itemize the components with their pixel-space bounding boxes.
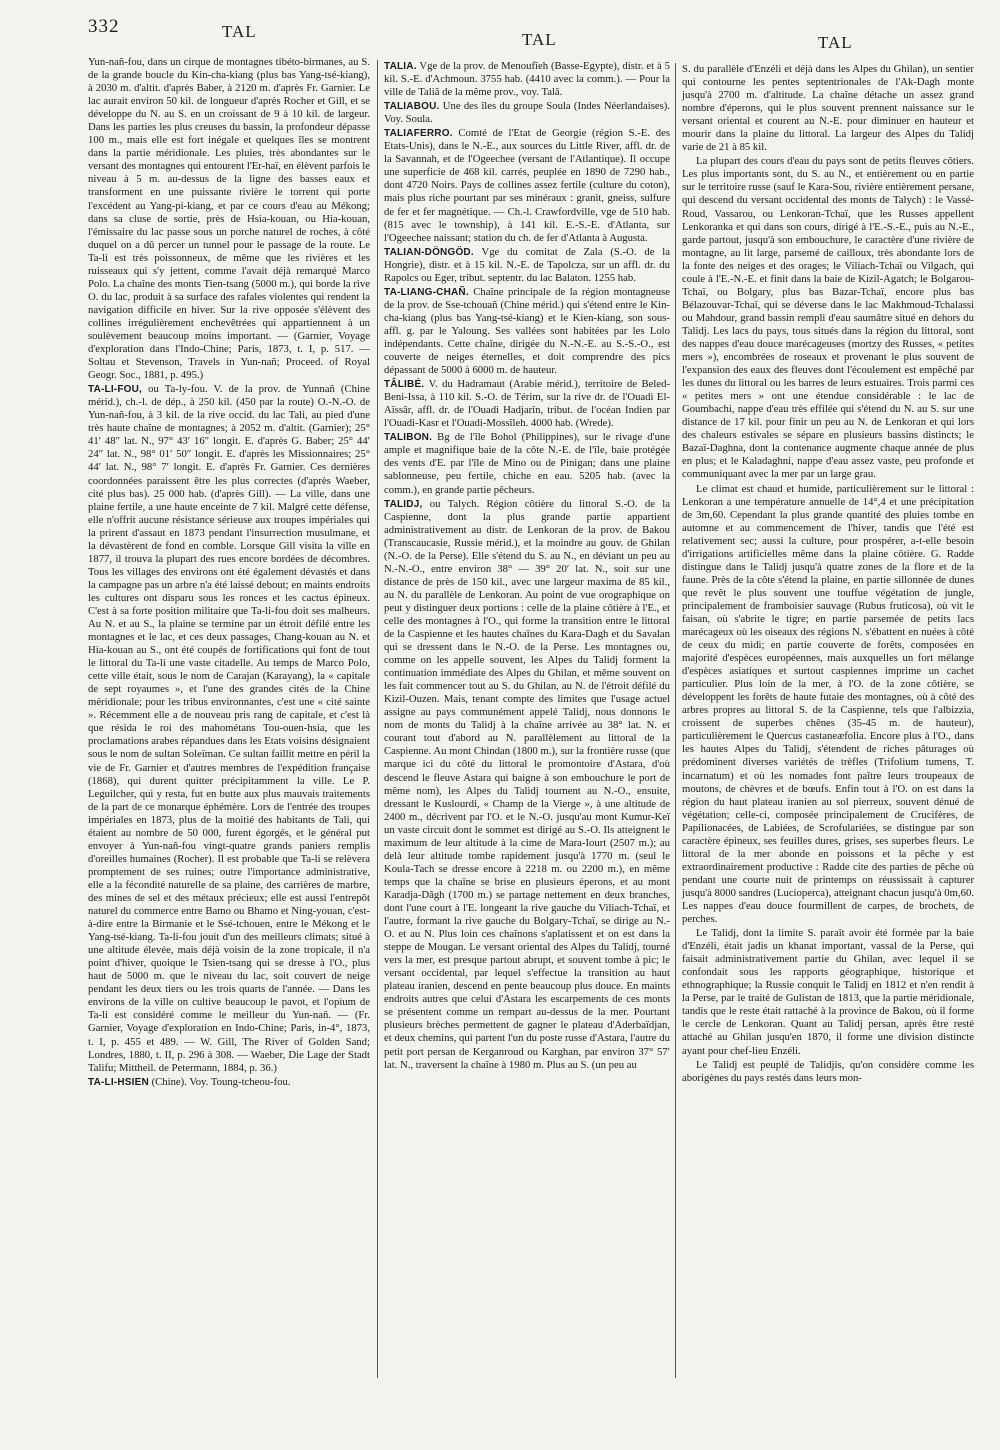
headword: TALIABOU. [384,101,440,113]
article-text: Yun-nañ-fou, dans un cirque de montagnes tibéto-birmanes, au S. de la grande boucle du Kin-cha-kiang (plus bas Yang-tsé-kiang), à 2030 m. d'altit. d'après Baber, à 2120 m. d'après Fr. Garnier. Le lac aurait environ 50 kil. de longueur d'après Rocher et Gill, et se développe du N. au S. en un croissant de 9 à 10 kil. de largeur. Dans les parties les plus creuses du bassin, la profondeur dépasse 100 m., mais elle est fort inégale et quelques îles se montrent dans la partie méridionale. Les pluies, très abondantes sur le versant des montagnes qui entourent l'Er-haï, en élèvent parfois le niveau à 5 m. au-dessus de la ligne des basses eaux et transforment en une puissante rivière le torrent qui porte l'excédent au Yang-pi-kiang, et par ce cours d'eau au Mékong; dans sa cluse de sortie, près de Hsia-kouan, ou Hia-kouan, l'émissaire du lac passe sous un porche naturel de roches, à côté duquel on a dû percer un tunnel pour le passage de la route. Le Ta-li est très poissonneux, de même que les rivières et les ruisseaux qui s'y jettent, comme l'avait déjà remarqué Marco Polo. La chaîne des monts Tien-tsang (5000 m.), qui borde la rive O. du lac, produit à sa surface des rafales violentes qui rendent la navigation difficile en hiver. Sur la rive opposée s'élèvent des collines irrégulièrement enchevêtrées qui appartiennent à un soulèvement beaucoup moins important. — (Garnier, Voyage d'exploration dans l'Indo-Chine; Paris, 1873, t. I, p. 517. — Soltau et Stevenson, Travels in Yun-nañ; Proceed. of Royal Geogr. Soc., 1881, p. 495.) [88,56,370,382]
column-right [682,63,974,1086]
article-text: Le climat est chaud et humide, particulièrement sur le littoral : Lenkoran a une température annuelle de 14°,4 et une précipitation de 3m,60. Cependant la plus grande quantité des pluies tombe en automne et au commencement de l'hiver, tandis que l'été est relativement sec; aussi la culture, pour prospérer, a-t-elle besoin d'irrigations artificielles même dans la plaine côtière. G. Radde distingue dans le Talidj jusqu'à quatre zones de la flore et de la faune. Près de la côte s'étend la plaine, en partie sillonnée de dunes que revêt le plus souvent une touffue végétation de jungle, principalement de framboisier sauvage (Rubus fruticosa), où vit le faisan, où s'abrite le tigre; en partie parsemée de petits lacs marécageux où les oiseaux des régions N. s'ébattent en nuées à côté de ceux du midi; en partie couverte de forêts, composées en majorité d'espèces européennes, mais auxquelles un fort mélange d'espèces asiatiques et surtout caspiennes imprime un cachet particulier. Plus loin de la mer, à l'O. de la zone côtière, se développent les forêts de haute futaie des montagnes, où à côté des arbres propres au littoral S. de la Caspienne, tels que l'albizzia, croissent de superbes chênes (35-45 m. de hauteur), particulièrement le Quercus castaneæfolia. Encore plus à l'O., dans les hautes Alpes du Talidj, s'étendent de riches pâturages où prédominent diverses variétés de trèfles (Trifolium tumens, T. incarnatum) et où les nomades font paître leurs troupeaux de moutons, de chèvres et de bœufs. Enfin tout à l'O. on est dans la région du haut plateau iranien au sol pierreux, souvent dénué de végétation; celle-ci, composée principalement de Crucifères, de Papilionacées, de Labiées, de Scrofulariées, se distingue par son caractère épineux, ses feuilles dures, grises, ses superbes fleurs. Le littoral de la mer abonde en poissons et la pêche y est extraordinairement productive : Radde cite des parties de pêche où pendant une courte nuit de printemps on réussissait à capturer jusqu'à 8000 sandres (Lucioperca), atteignant chacun jusqu'à 0m,60. Les nappes d'eau douce fourmillent de carpes, de brochets, de perches. [682,482,974,926]
article-text: ou Talych. Région côtière du littoral S.-O. de la Caspienne, dont la plus grande partie appartient administrativement au distr. de Lenkoran de la prov. de Bakou (Transcaucasie, Russie mérid.), et la moindre au gouv. de Ghilan (N.-O. de la Perse). Elle s'étend du S. au N., en déviant un peu au N.-N.-O., entre environ 38° — 39° 20′ lat. N., soit sur une distance de près de 150 kil., avec une largeur maxima de 85 kil., au N. du parallèle de Lenkoran. Au point de vue orographique on peut y distinguer deux portions : celle de la plaine côtière à l'E., et celle des montagnes à l'O., qui forme la transition entre le littoral de la Caspienne et les hautes chaînes du Kara-Dagh et du Savalan qui se dressent dans le N.-O. de la Perse. Les montagnes ou, comme on les appelle souvent, les Alpes du Talidj forment la continuation immédiate des Alpes du Ghilan, et même souvent on les fait commencer tout au S. du Ghilan, au N. de l'étroit défilé du Kizil-Ouzen. Mais, tenant compte des limites que l'usage actuel assigne au pays communément appelé Talidj, nous donnons le nom de monts du Talidj à la chaîne arrivée au 38° lat. N. et courant tout d'abord au N. parallèlement au littoral de la Caspienne. Au mont Chindan (1800 m.), sur la frontière russe (que marque ici du côté du littoral le promontoire d'Astara, d'où descend le fleuve Astara qui baigne à son embouchure le port de même nom), les Alpes du Talidj tournent au N.-O., ensuite, dressant le Kuslourdi, « Champ de la Vierge », à une altitude de 2400 m., décrivent par l'O. et le N.-O. jusqu'au mont Kumur-Keï un vaste circuit dont le sommet est dirigé au S.-O. Ils atteignent le maximum de leur altitude à la cime de Mara-Iourt (2507 m.); au delà leur altitude tombe rapidement jusqu'à 1770 m. (seul le Koula-Tach se dresse encore à 2218 m. ou 2200 m.), en même temps que la chaîne se brise en plusieurs éperons, et au mont Karadja-Dâgh (1700 m.) se partage nettement en deux branches, dont l'une court à l'E. longeant la rive gauche du Viliach-Tchaï, et l'autre, formant la rive gauche du Bolgary-Tchaï, se dirige au N.-O. et au N. Plus loin ces chaînons s'aplatissent et on est dans la steppe de Mougan. Le versant oriental des Alpes du Talidj, tourné vers la mer, est presque partout abrupt, et souvent tombe à pic; le versant occidental, par lequel s'effectue la transition au haut plateau iranien, descend en pente beaucoup plus douce. En maints endroits autres que celui d'Astara les escarpements de ces monts se présentent comme un rempart au-dessus de la mer. Pourtant plusieurs brèches permettent de gagner le plateau d'Aderbaïdjan, et deux chemins, qui partent l'un du poste russe d'Astara, l'autre du petit port persan de Kerganroud ou Karghan, par environ 37° 57′ lat. N., traversent la chaîne à 1980 m. Plus au S. (un peu au [384,497,671,1071]
headword: TALIBON. [384,432,433,444]
article-text: Vge du comitat de Zala (S.-O. de la Hongrie), distr. et à 15 kil. N.-E. de Tapolcza, sur un affl. dr. du Rapolcs ou Eger, tribut. septentr. du lac Balaton. 1255 hab. [384,245,671,284]
article-text: Comté de l'Etat de Georgie (région S.-E. des Etats-Unis), dans le N.-E., aux sources du Little River, affl. dr. de la Savannah, et de l'Ogeechee (versant de l'Atlantique). Il occupe une superficie de 468 kil. carrés, peuplée en 1890 de 7290 hab., dont 4720 Noirs. Pays de collines assez fertile (culture du coton), mais plus riche pourtant par ses minéraux : granit, gneiss, sulfure de fer et fer magnétique. — Ch.-l. Crawfordville, vge de 510 hab. (815 avec le township), à 141 kil. E.-S.-E. d'Atlanta, sur l'Ogeechee naissant; station du ch. de fer d'Atlanta à Augusta. [384,127,670,244]
article-taliabou [384,100,670,126]
running-head-right: TAL [818,33,853,52]
article-text: S. du parallèle d'Enzéli et déjà dans les Alpes du Ghilan), un sentier qui contourne les pentes septentrionales de l'Ak-Dagh monte jusqu'à 2700 m. d'altitude. La chaîne détache un assez grand nombre d'éperons, qui le plus souvent prennent naissance sur le versant oriental et courent au N.-E. pour diminuer en hauteur et mourir dans la plaine du littoral. La largeur des Alpes du Talidj varie de 21 à 85 kil. [682,63,974,154]
headword: TALIAN-DÖNGÖD. [384,246,474,258]
article-text: Bg de l'île Bohol (Philippines), sur le rivage d'une ample et magnifique baie de la côte N.-E. de l'île, baie protégée des vents d'E. par l'île de Mino ou de Pinigan; dans une plaine sablonneuse, peu fertile, chiche en eau. 5205 hab. (avec la comm.), en grande partie pêcheurs. [384,431,671,496]
article-paragraph [682,483,974,927]
headword: TA-LI-FOU, [88,384,143,396]
headword: TÂLIBÉ. [384,379,425,391]
article-ta-li-fou [88,383,370,1074]
article-talian-dongod [384,246,670,285]
article-ta-liang-chan [384,286,670,377]
article-text: Chaîne principale de la région montagneuse de la prov. de Sse-tchouañ (Chine mérid.) qui s'étend entre le Kin-cha-kiang (plus bas Yang-tsé-kiang) et le Kien-kiang, son sous-affl. g. par le Yaloung. Ses vallées sont habitées par les Lolo indépendants. Cette chaîne, dirigée du N.-N.-E. au S.-S.-O., est couverte de neiges éternelles, et doit comprendre des pics dépassant de 5000 à 6000 m. de hauteur. [384,285,671,377]
headword: TALIAFERRO. [384,128,453,140]
article-text: Le Talidj, dont la limite S. paraît avoir été formée par la baie d'Enzéli, était jadis un khanat important, vassal de la Perse, qui faisait administrativement partie du Ghilan, avec lequel il se confondait sous les rapports géographique, historique et ethnographique; la Russie conquit le Talidj en 1812 et n'en rendit à la Perse, par le traité de Gulistan de 1813, que la partie méridionale, tandis que le reste était rattaché à la province de Bakou, où il forme le cercle de Lenkoran. Quant au Talidj persan, après être resté attaché au Ghilan jusqu'en 1870, il forme une division distincte ayant pour chef-lieu Enzéli. [682,927,974,1057]
column-divider [675,63,676,1378]
headword: TA-LI-HSIEN [88,1076,149,1088]
running-head-left: TAL [222,22,257,41]
article-talibon [384,431,670,496]
article-talidj [384,498,670,1072]
article-talia [384,60,670,99]
headword: TALIDJ, [384,498,423,510]
column-left [88,56,370,1090]
article-continuation [682,63,974,154]
column-middle [384,60,670,1073]
article-text: La plupart des cours d'eau du pays sont de petits fleuves côtiers. Les plus importants sont, du S. au N., et entièrement ou en partie sur le territoire russe (sauf le Kara-Sou, rivière entièrement persane, qui descend du versant occidental des monts de Talych) : le Vassé-Roud, Vassarou, ou Lenkoran-Tchaï, que les Russes appellent Lenkoranka et qui dans son cours, dirigé à l'E.-S.-E., puis au N.-E., garde partout, jusqu'à son embouchure, le caractère d'une rivière de montagne, au lit large, parsemé de cailloux, très abondante lors de la fonte des neiges et des orages; le Viliach-Tchaï ou Vilgach, qui coule à l'E.-N.-E. et finit dans la baie de Kizil-Agatch; le Bolgarou-Tchaï, ou Bolgary, plus bas Bazar-Tchaï, encore plus bas Bélazouvar-Tchaï, qui se déverse dans le lac Makhmoud-Tchalassi ou Mahdour, grand bassin rempli d'eau saumâtre situé en dehors du Talidj. Les lacs du pays, tous situés dans la région du littoral, sont des nappes d'eau douce marécageuses (mortzy des Russes, « petites mers »), encombrées de roseaux et provenant le plus souvent de l'expansion des eaux des fleuves dont l'écoulement est empêché par les dunes du littoral ou les barres de leurs estuaires. Trois parmi ces « petites mers » ont une étendue considérable : le lac de Goumbachi, nappe d'eau très effilée qui s'étend du N. au S. sur une distance de 17 kil. pour finir un peu au N. de Lenkoran et qui lors des chaleurs estivales se sépare en plusieurs bassins distincts; le Bazaï-Daghna, dont la contenance augmente chaque année de plus en plus; et le Kaladaghni, nappe d'eau assez vaste, peu profonde et communiquant avec la mer par un large grau. [682,155,974,481]
article-paragraph [682,927,974,1057]
article-ta-li-hsien [88,1076,370,1089]
article-paragraph [682,1059,974,1085]
article-taliaferro [384,127,670,244]
running-head-center: TAL [522,30,557,49]
article-text: Le Talidj est peuplé de Talidjis, qu'on considère comme les aborigènes du pays restés dans leurs mon- [682,1058,974,1084]
headword: TALIA. [384,61,417,72]
article-text: V. du Hadramaut (Arabie mérid.), territoire de Beled-Beni-Issa, à 110 kil. S.-O. de Térim, sur la rive dr. de l'Ouadi El-Aïssâr, affl. dr. de l'Ouadi Hadjarîn, tribut. de l'océan Indien par l'Ouadi-Kasr et l'Ouadi-Mossîleh. 4000 hab. (Wrede). [384,378,670,430]
article-continuation [88,56,370,382]
page-number: 332 [88,16,120,37]
article-text: Une des îles du groupe Soula (Indes Néerlandaises). Voy. Soula. [384,100,671,126]
article-paragraph [682,155,974,481]
column-divider [377,60,378,1378]
article-text: ou Ta-ly-fou. V. de la prov. de Yunnañ (Chine mérid.), ch.-l. de dép., à 250 kil. (450 par la route) O.-N.-O. de Yun-nañ-fou, à 3 kil. de la rive occid. du lac Tali, au pied d'une très haute chaîne de montagnes; à 2052 m. d'altit. (Garnier); 25° 41′ 48″ lat. N., 97° 43′ 16″ longit. E. d'après G. Baber; 25° 44′ 24″ lat. N., 98° 01′ 50″ longit. E. d'après les Missionnaires; 25° 44′ lat. N., 98° 7′ longit. E. d'après Fr. Garnier. Ces dernières coordonnées paraissent être les plus correctes (d'après Waeber, cité plus bas). 25 000 hab. (d'après Gill). — La ville, dans une plaine fertile, a une haute enceinte de 7 kil. Malgré cette défense, elle n'offrit aucune résistance sérieuse aux troupes impériales qui la prirent d'assaut en 1873 pendant l'insurrection musulmane, et la dévastèrent de fond en comble. Lorsque Gill visita la ville en 1877, il trouva la plupart des rues encore bordées de décombres. Tous les villages des environs ont été également dévastés et dans la campagne pas un arbre n'a été laissé debout; en maints endroits les cultures ont disparu sous les ronces et les cactus épineux. C'est à sa forte position militaire que Ta-li-fou doit ses malheurs. Au N. et au S., la plaine se termine par un étroit défilé entre les montagnes et le lac, et ces deux passages, Chang-kouan au N. et Hia-kouan au S., ont été coupés de fortifications qui font de tout le littoral du Ta-li une vaste citadelle. Au temps de Marco Polo, cette ville était, sous le nom de Carajan (Karayang), la « capitale de sept royaumes », et l'une des grandes cités de la Chine méridionale; pour les tribus environnantes, c'est une « cité sainte ». Récemment elle a de nouveau pris rang de capitale, et c'est là que résida le roi des mahométans Tou-ouen-hsia, que les proclamations arabes répandues dans les Etats voisins désignaient sous le nom de sultan Soleïman. Ce sultan faillit mettre en péril la vie de Fr. Garnier et d'autres membres de l'expédition française (1868), qui durent quitter précipitamment la ville. Le P. Leguilcher, qui y resta, fut en butte aux plus mauvais traitements de la part de ce monarque éphémère. Lors de l'entrée des troupes impériales en 1873, plus de la moitié des habitants de Tali, qui étaient au nombre de 50 000, furent égorgés, et le général put envoyer à Yun-nañ-fou vingt-quatre grands paniers remplis d'oreilles humaines (Rocher). Il est probable que Ta-li se relèvera promptement de ses ruines; outre l'importance administrative, elle a la fécondité naturelle de sa plaine, des carrières de marbre, des mines de sel et des métaux précieux; elle est aussi l'entrepôt naturel du commerce entre Bamo ou Bhamo et Ning-youan, c'est-à-dire entre la Birmanie et le Ssé-tchouen, entre le Mékong et le Yang-tsé-kiang. Ta-li-fou jouit d'un des meilleurs climats; situé à une altitude élevée, mais déjà voisin de la zone tropicale, il n'a point d'hiver, quoique le Tsien-tsang qui se dresse à l'O., plus haut de 5000 m. que le niveau du lac, soit couvert de neige pendant les deux tiers ou les trois quarts de l'année. — Dans les environs de la ville on cultive beaucoup le pavot, et l'opium de Ta-li est considéré comme le meilleur du Yun-nañ. — (Fr. Garnier, Voyage d'exploration en Indo-Chine; Paris, in-4°, 1873, t. I, p. 455 et 489. — W. Gill, The River of Golden Sand; Londres, 1880, t. II, p. 296 à 308. — Waeber, Die Lage der Stadt Talifu; Mittheil. de Petermann, 1884, p. 36.) [88,383,370,1074]
article-text: Vge de la prov. de Menoufîeh (Basse-Egypte), distr. et à 5 kil. S.-E. d'Achmoun. 3755 hab. (4410 avec la comm.). — Pour la ville de Taliâ de la même prov., voy. Talâ. [384,60,671,99]
headword: TA-LIANG-CHAÑ. [384,286,469,298]
article-text: (Chine). Voy. Toung-tcheou-fou. [151,1075,291,1088]
article-talibe [384,378,670,430]
